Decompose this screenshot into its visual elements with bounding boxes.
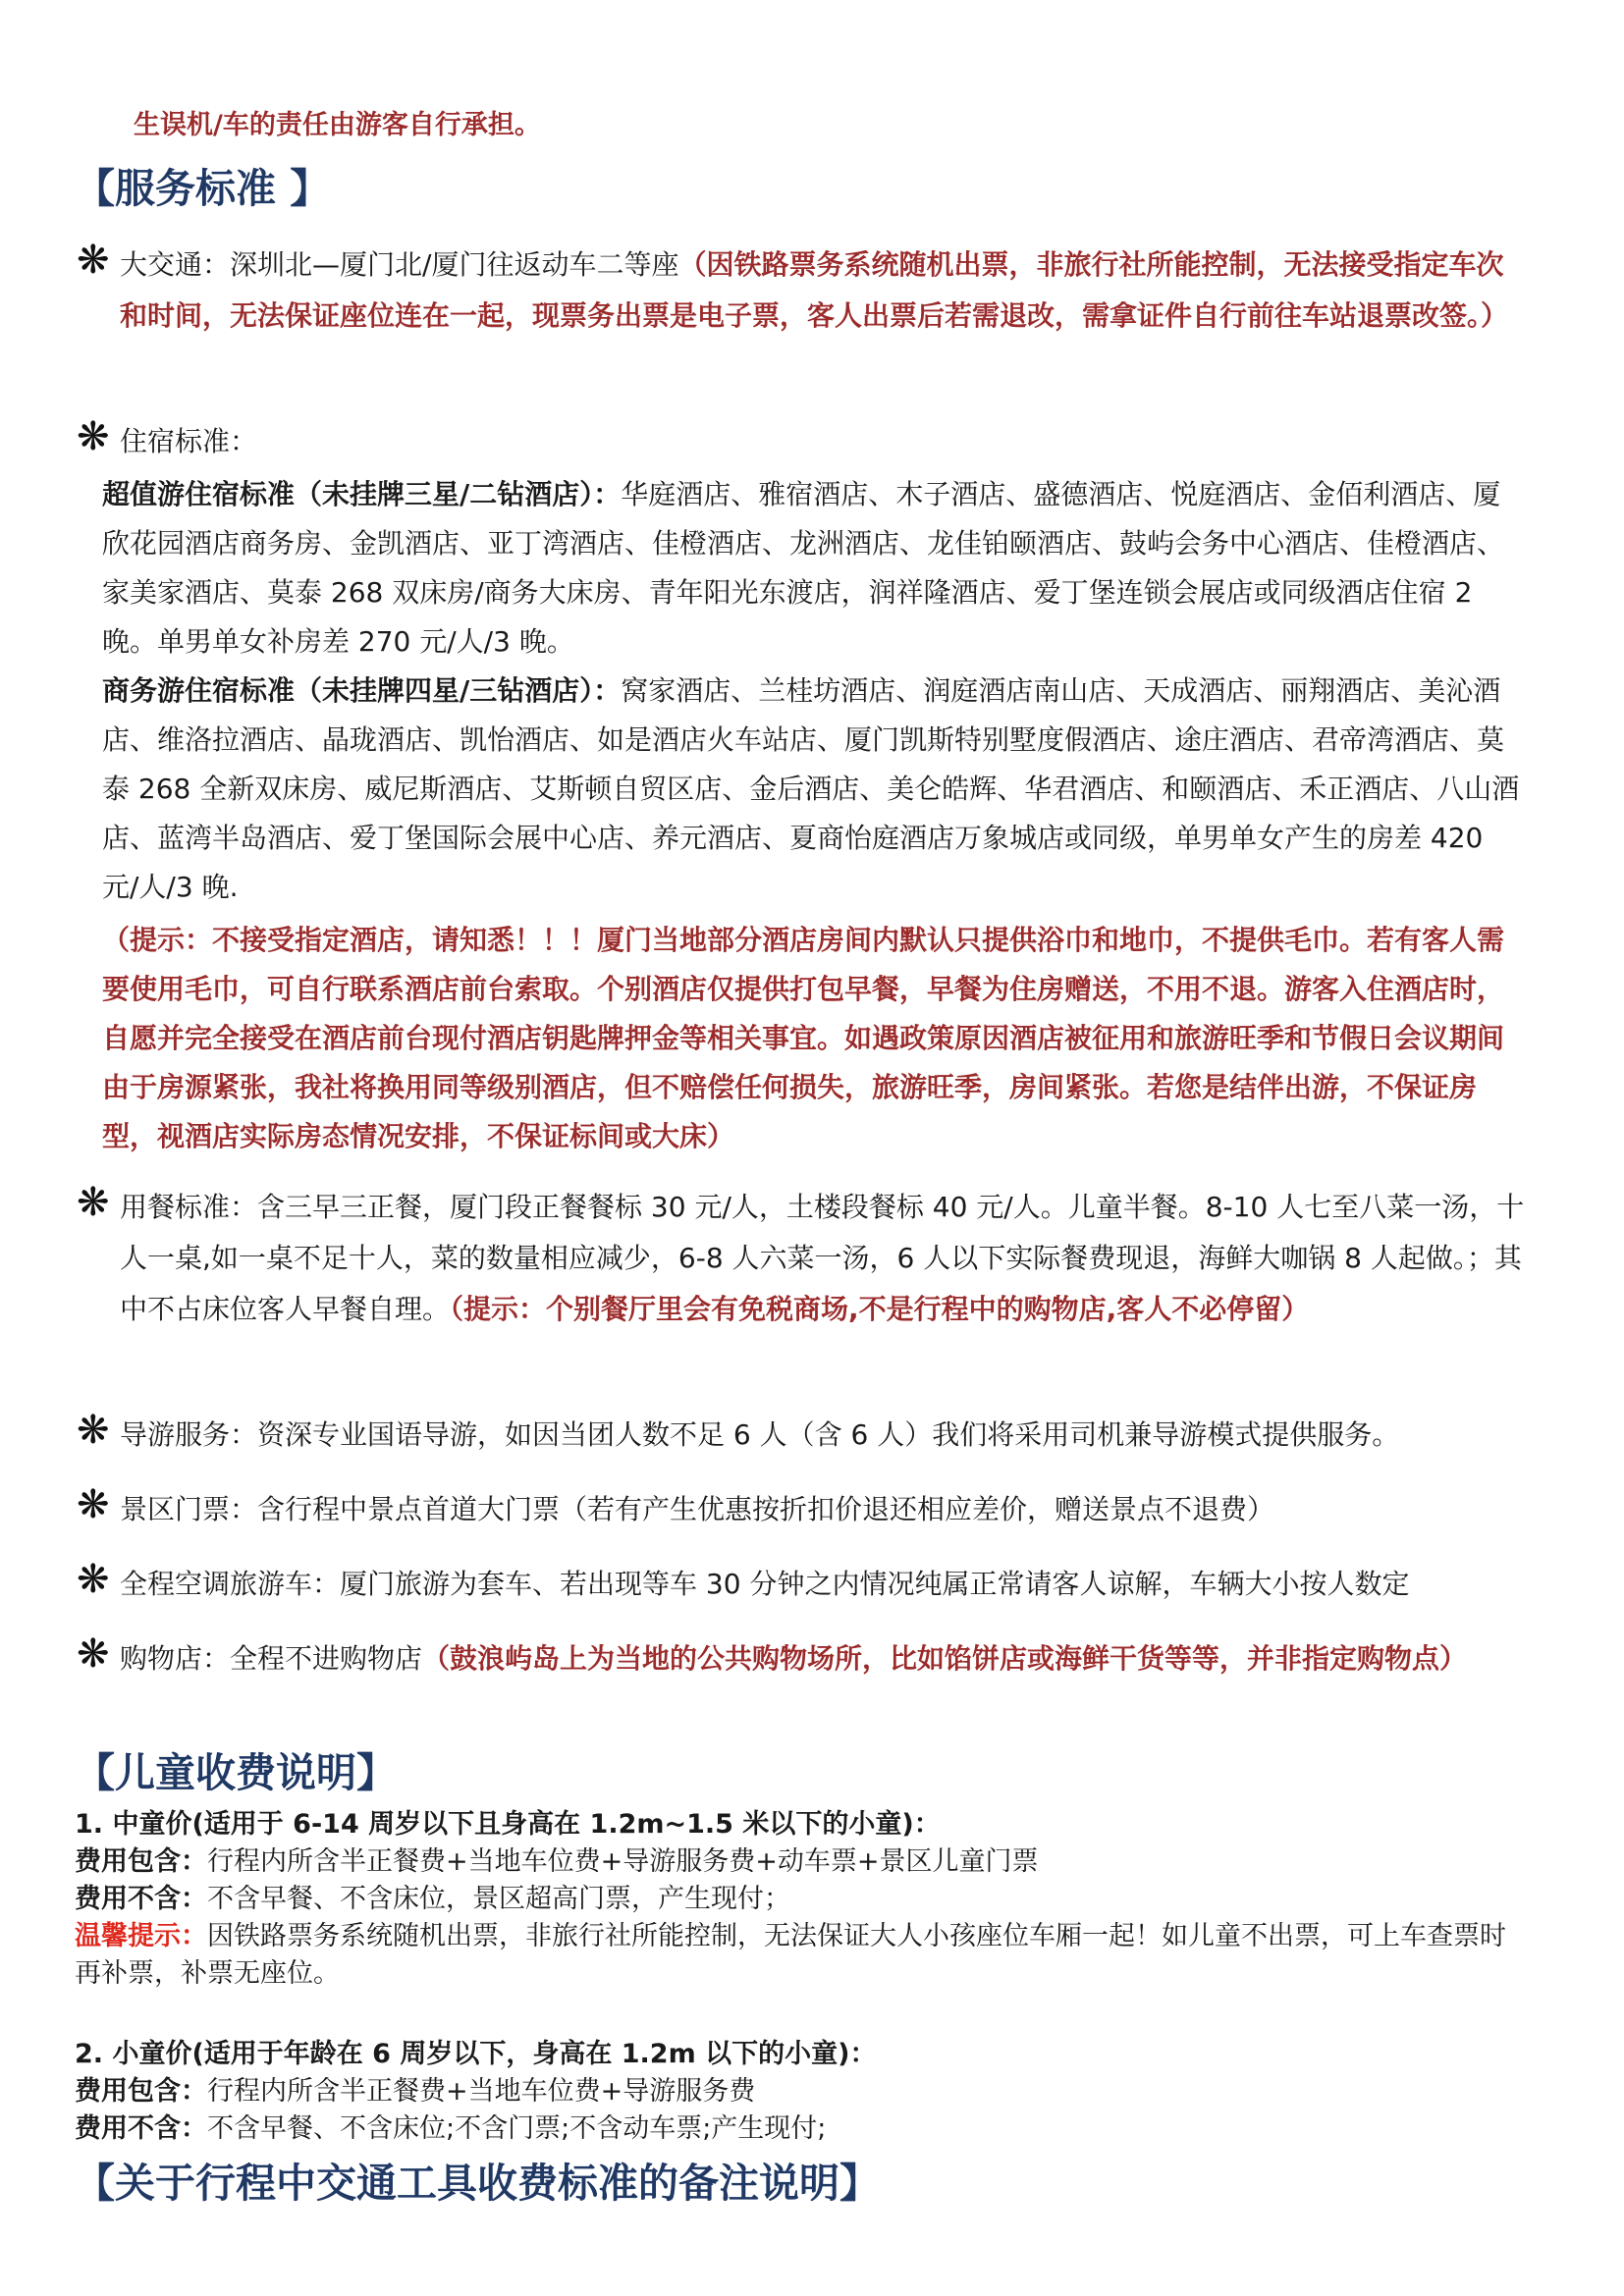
small-child-heading: 2. 小童价(适用于年龄在 6 周岁以下，身高在 1.2m 以下的小童)：	[75, 2039, 877, 2069]
meals-value: 含三早三正餐，厦门段正餐餐标 30 元/人，土楼段餐标 40 元/人。儿童半餐。8-10 人七至八菜一汤，十人一桌,如一桌不足十人，菜的数量相应减少，6-8 人六菜一汤，6 人以下实际餐费现退，海鲜大咖锅 8 人起做。；其中不占床位客人早餐自理。	[120, 1191, 1525, 1325]
mid-include-label: 费用包含：	[75, 1846, 207, 1877]
bus-item	[77, 1559, 1530, 1610]
mid-exclude-label: 费用不含：	[75, 1884, 207, 1914]
small-exclude-text: 不含早餐、不含床位;不含门票;不含动车票;产生现付;	[207, 2113, 827, 2144]
meals-label: 用餐标准：	[120, 1191, 258, 1223]
small-child-include	[75, 2073, 1528, 2110]
shopping-item	[77, 1633, 1530, 1684]
mid-exclude-text: 不含早餐、不含床位，景区超高门票，产生现付；	[207, 1884, 790, 1914]
meals-text	[120, 1182, 1530, 1335]
meals-item	[77, 1182, 1530, 1335]
business-hotel-title: 商务游住宿标准（未挂牌四星/三钻酒店）：	[102, 674, 622, 707]
asterisk-bullet-icon: ❋	[77, 1631, 110, 1677]
value-hotel-text: 华庭酒店、雅宿酒店、木子酒店、盛德酒店、悦庭酒店、金佰利酒店、厦欣花园酒店商务房、金凯酒店、亚丁湾酒店、佳橙酒店、龙洲酒店、龙佳铂颐酒店、鼓屿会务中心酒店、佳橙酒店、家美家酒店、莫泰 268 双床房/商务大床房、青年阳光东渡店，润祥隆酒店、爱丁堡连锁会展店或同级酒店住宿 2 晚。单男单女补房差 270 元/人/3 晚。	[102, 478, 1505, 658]
asterisk-bullet-icon: ❋	[77, 1408, 110, 1453]
guide-value: 资深专业国语导游，如因当团人数不足 6 人（含 6 人）我们将采用司机兼导游模式提供服务。	[257, 1418, 1400, 1451]
small-exclude-label: 费用不含：	[75, 2113, 207, 2144]
business-hotel-paragraph	[102, 667, 1528, 912]
service-standard-heading: 【服务标准 】	[75, 165, 331, 212]
asterisk-bullet-icon: ❋	[77, 414, 110, 459]
transport-text	[120, 240, 1530, 342]
transport-label: 大交通：	[120, 248, 231, 281]
transport-note: （因铁路票务系统随机出票，非旅行社所能控制，无法接受指定车次和时间，无法保证座位连在一起，现票务出票是电子票，客人出票后若需退改，需拿证件自行前往车站退票改签。）	[120, 248, 1509, 332]
value-hotel-paragraph	[102, 470, 1528, 667]
mid-child-exclude	[75, 1881, 1528, 1918]
bus-label: 全程空调旅游车：	[120, 1568, 341, 1600]
bus-text	[120, 1559, 1530, 1610]
value-hotel-title: 超值游住宿标准（未挂牌三星/二钻酒店）：	[102, 478, 622, 510]
small-include-text: 行程内所含半正餐费+当地车位费+导游服务费	[207, 2076, 756, 2107]
mid-child-include	[75, 1843, 1528, 1881]
tickets-label: 景区门票：	[120, 1493, 258, 1525]
guide-item	[77, 1410, 1530, 1461]
hotel-tip: （提示：不接受指定酒店，请知悉！！！厦门当地部分酒店房间内默认只提供浴巾和地巾，不提供毛巾。若有客人需要使用毛巾，可自行联系酒店前台索取。个别酒店仅提供打包早餐，早餐为住房赠送，不用不退。游客入住酒店时，自愿并完全接受在酒店前台现付酒店钥匙牌押金等相关事宜。如遇政策原因酒店被征用和旅游旺季和节假日会议期间由于房源紧张，我社将换用同等级别酒店，但不赔偿任何损失，旅游旺季，房间紧张。若您是结伴出游，不保证房型，视酒店实际房态情况安排，不保证标间或大床）	[102, 924, 1505, 1152]
asterisk-bullet-icon: ❋	[77, 1180, 110, 1225]
accommodation-item	[77, 416, 1530, 467]
shopping-note: （鼓浪屿岛上为当地的公共购物场所，比如馅饼店或海鲜干货等等，并非指定购物点）	[422, 1642, 1468, 1675]
guide-text	[120, 1410, 1530, 1461]
tickets-value: 含行程中景点首道大门票（若有产生优惠按折扣价退还相应差价，赠送景点不退费）	[257, 1493, 1275, 1525]
mid-child-tip	[75, 1918, 1528, 1993]
shopping-value: 全程不进购物店	[230, 1642, 423, 1675]
children-fees-heading: 【儿童收费说明】	[75, 1749, 397, 1796]
shopping-text	[120, 1633, 1530, 1684]
top-note: 生误机/车的责任由游客自行承担。	[134, 110, 541, 140]
transport-item	[77, 240, 1530, 342]
warm-tip-label: 温馨提示：	[75, 1921, 207, 1951]
meals-note: （提示：个别餐厅里会有免税商场,不是行程中的购物店,客人不必停留）	[450, 1293, 1310, 1325]
guide-label: 导游服务：	[120, 1418, 258, 1451]
asterisk-bullet-icon: ❋	[77, 1482, 110, 1527]
accommodation-label: 住宿标准：	[120, 425, 258, 457]
small-include-label: 费用包含：	[75, 2076, 207, 2107]
warm-tip-text: 因铁路票务系统随机出票，非旅行社所能控制，无法保证大人小孩座位车厢一起！如儿童不出票，可上车查票时再补票，补票无座位。	[75, 1921, 1506, 1989]
small-child-exclude	[75, 2110, 1528, 2148]
asterisk-bullet-icon: ❋	[77, 238, 110, 283]
transport-fees-note-heading: 【关于行程中交通工具收费标准的备注说明】	[75, 2160, 880, 2207]
mid-include-text: 行程内所含半正餐费+当地车位费+导游服务费+动车票+景区儿童门票	[207, 1846, 1039, 1877]
hotel-standards	[102, 470, 1528, 1161]
bus-value: 厦门旅游为套车、若出现等车 30 分钟之内情况纯属正常请客人谅解，车辆大小按人数定	[340, 1568, 1410, 1600]
small-child-section	[75, 2036, 1528, 2148]
business-hotel-text: 窝家酒店、兰桂坊酒店、润庭酒店南山店、天成酒店、丽翔酒店、美沁酒店、维洛拉酒店、晶珑酒店、凯怡酒店、如是酒店火车站店、厦门凯斯特别墅度假酒店、途庄酒店、君帝湾酒店、莫泰 268 全新双床房、威尼斯酒店、艾斯顿自贸区店、金后酒店、美仑皓辉、华君酒店、和颐酒店、禾正酒店、八山酒店、蓝湾半岛酒店、爱丁堡国际会展中心店、养元酒店、夏商怡庭酒店万象城店或同级，单男单女产生的房差 420 元/人/3 晚.	[102, 674, 1520, 903]
mid-child-section	[75, 1806, 1528, 1993]
transport-value: 深圳北—厦门北/厦门往返动车二等座	[230, 248, 679, 281]
mid-child-heading: 1. 中童价(适用于 6-14 周岁以下且身高在 1.2m~1.5 米以下的小童)：	[75, 1809, 941, 1840]
tickets-item	[77, 1484, 1530, 1535]
shopping-label: 购物店：	[120, 1642, 231, 1675]
tickets-text	[120, 1484, 1530, 1535]
asterisk-bullet-icon: ❋	[77, 1557, 110, 1602]
